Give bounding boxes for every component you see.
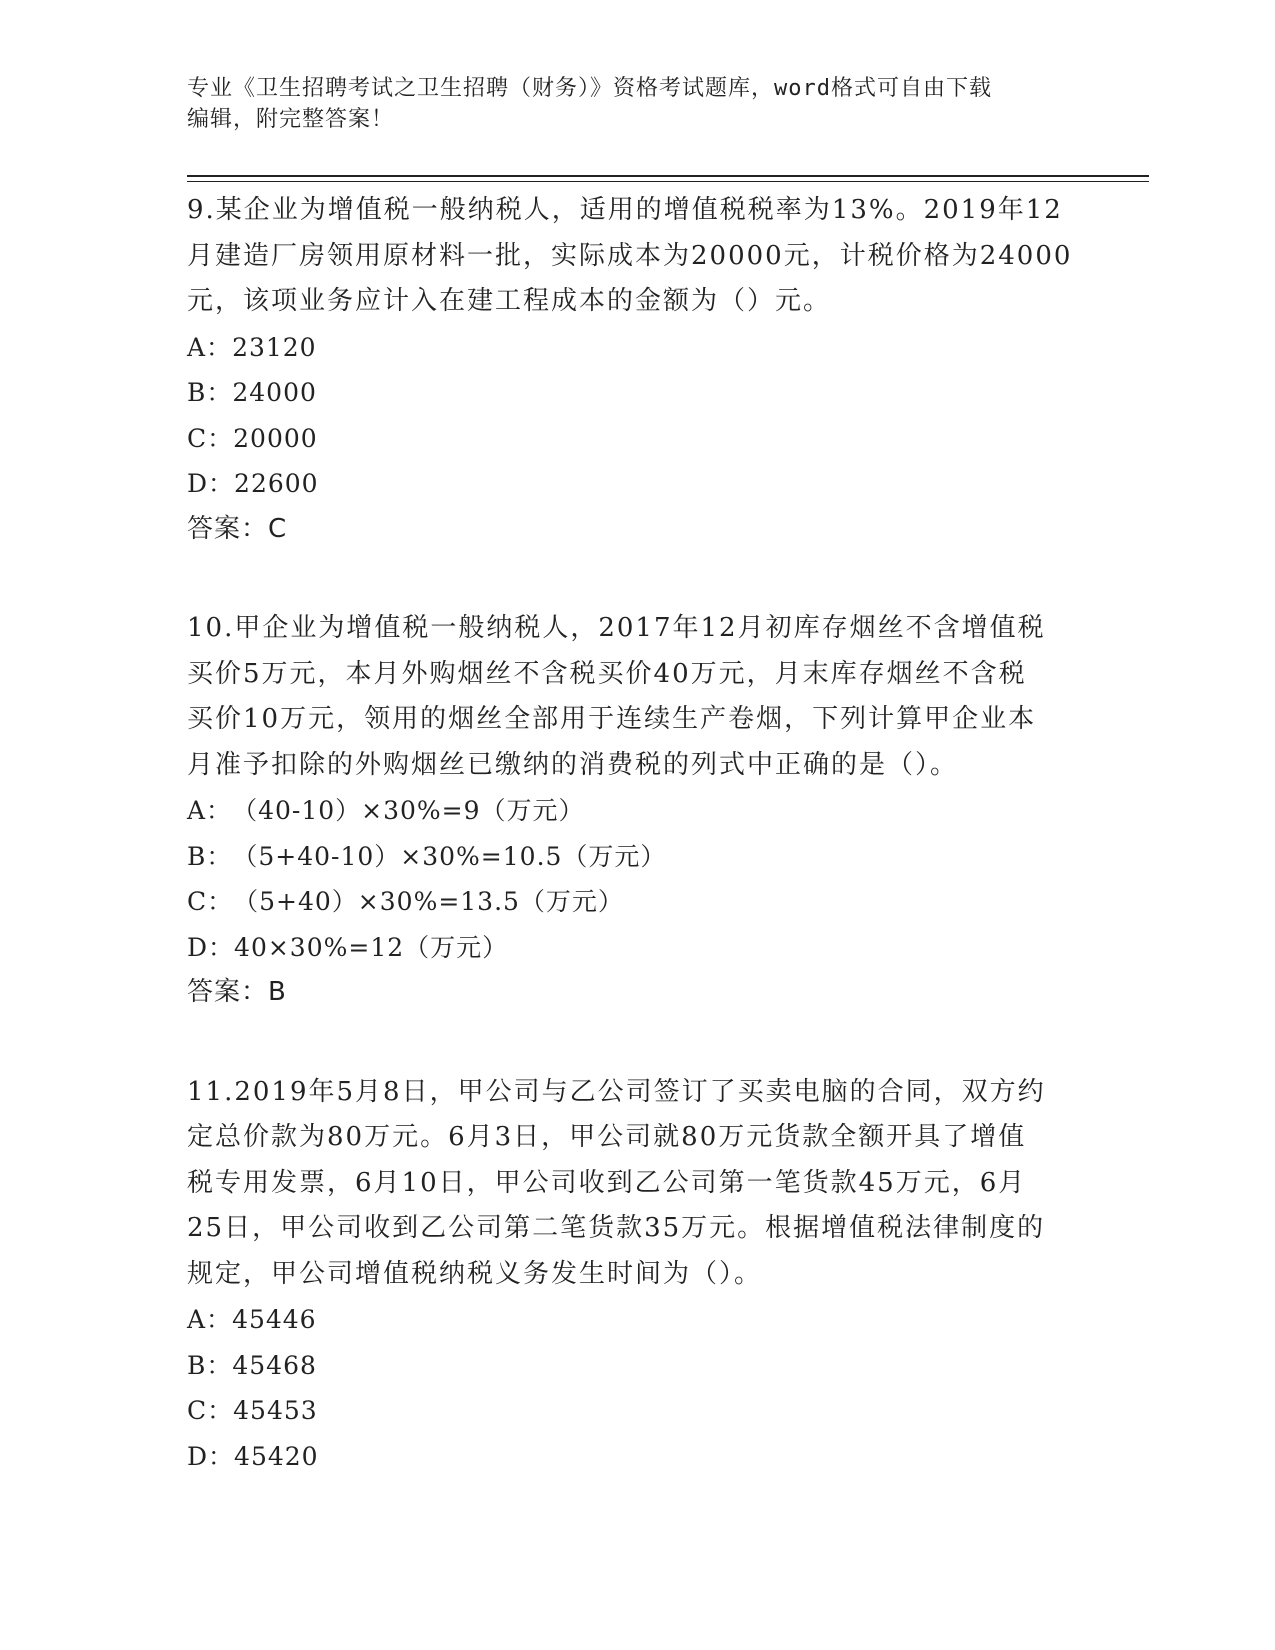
option-b [187,370,1087,416]
question-stem-line: 10.甲企业为增值税一般纳税人，2017年12月初库存烟丝不含增值税 [187,613,1046,643]
question-stem-line: 税专用发票，6月10日，甲公司收到乙公司第一笔货款45万元，6月 [187,1167,1027,1198]
option-text: （40-10）×30%=9（万元） [232,796,585,825]
option-key: C： [187,1396,234,1425]
option-key: A： [187,332,233,362]
question-stem-line: 买价10万元，领用的烟丝全部用于连续生产卷烟，下列计算甲企业本 [187,704,1037,734]
question-stem-line: 规定，甲公司增值税纳税义务发生时间为（）。 [187,1258,763,1289]
option-key: C： [187,423,234,453]
question-9 [187,188,1087,552]
option-c [187,416,1087,462]
option-key: D： [187,1441,235,1471]
question-list [187,188,1087,1533]
header-divider-thick [187,175,1149,177]
option-key: A： [187,1305,233,1334]
option-a [187,1297,1087,1343]
option-text: 45420 [234,1441,319,1471]
option-text: 20000 [233,423,318,453]
option-d [187,461,1087,507]
answer-line: 答案：B [187,977,287,1007]
option-text: （5+40）×30%=13.5（万元） [233,887,624,916]
option-d [187,925,1087,971]
option-c [187,1388,1087,1434]
option-c [187,879,1087,925]
option-key: C： [187,887,234,916]
option-b [187,834,1087,880]
question-stem-line: 买价5万元，本月外购烟丝不含税买价40万元，月末库存烟丝不含税 [187,658,1027,689]
question-stem-line: 月建造厂房领用原材料一批，实际成本为20000元，计税价格为24000 [187,240,1073,271]
question-stem-line: 25日，甲公司收到乙公司第二笔货款35万元。根据增值税法律制度的 [187,1213,1046,1243]
option-text: 45453 [233,1396,318,1425]
option-b [187,1343,1087,1389]
question-stem-line: 定总价款为80万元。6月3日，甲公司就80万元货款全额开具了增值 [187,1122,1027,1152]
option-key: D： [187,469,235,498]
option-text: 40×30%=12（万元） [234,932,509,962]
option-text: （5+40-10）×30%=10.5（万元） [232,841,667,871]
header-line-2: 编辑，附完整答案！ [187,107,395,132]
option-key: D： [187,932,235,962]
option-key: B： [187,1350,233,1380]
option-text: 45446 [232,1305,317,1334]
option-a [187,788,1087,834]
option-key: A： [187,796,233,825]
option-text: 45468 [232,1350,317,1380]
question-10 [187,606,1087,1016]
option-key: B： [187,378,233,407]
option-d [187,1434,1087,1480]
question-stem-line: 月准予扣除的外购烟丝已缴纳的消费税的列式中正确的是（）。 [187,749,959,780]
header-divider-thin [187,181,1149,182]
question-11 [187,1070,1087,1480]
header-line-1: 专业《卫生招聘考试之卫生招聘（财务）》资格考试题库，word格式可自由下载 [187,76,992,101]
answer-line: 答案：C [187,513,288,544]
option-text: 23120 [232,332,317,362]
question-stem-line: 11.2019年5月8日，甲公司与乙公司签订了买卖电脑的合同，双方约 [187,1076,1046,1107]
question-stem-line: 元，该项业务应计入在建工程成本的金额为（）元。 [187,286,832,316]
question-stem-line: 9.某企业为增值税一般纳税人，适用的增值税税率为13%。2019年12 [187,195,1063,225]
option-text: 22600 [234,469,319,498]
option-text: 24000 [232,378,317,407]
option-key: B： [187,841,233,871]
document-header [187,73,1067,135]
option-a [187,325,1087,371]
